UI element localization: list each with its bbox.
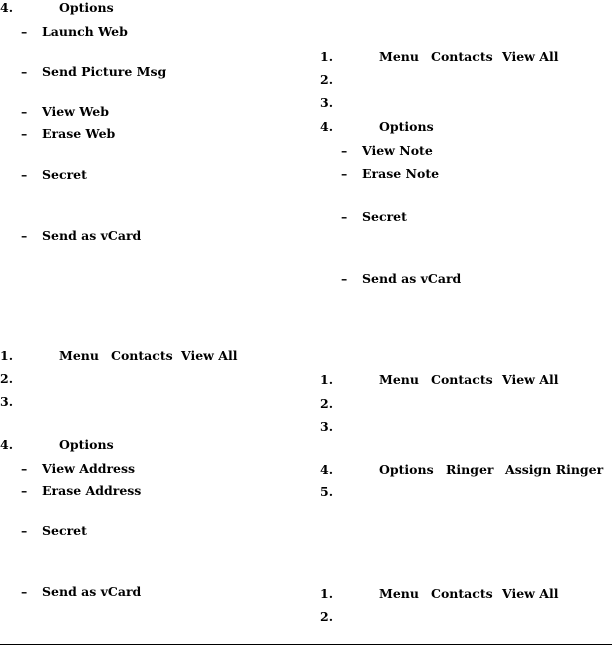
list-dash: – [21,523,28,538]
list-item: View Web [42,104,110,119]
step-number: 2. [320,72,334,87]
contacts-label: Contacts [431,49,493,64]
step-number: 5. [320,484,334,499]
step-number: 4. [320,119,334,134]
list-item: Launch Web [42,24,128,39]
list-dash: – [21,126,28,141]
list-item: Erase Note [362,166,440,181]
list-dash: – [21,104,28,119]
list-item: Send Picture Msg [42,64,167,79]
options-label: Options [59,0,114,15]
step-number: 4. [0,0,14,15]
list-dash: – [21,24,28,39]
step-number: 1. [0,348,14,363]
menu-label: Menu [379,49,419,64]
list-item: Send as vCard [42,228,142,243]
list-dash: – [21,167,28,182]
list-item: Send as vCard [362,271,462,286]
list-item: Secret [42,523,87,538]
assign-ringer-label: Assign Ringer [505,462,604,477]
contacts-label: Contacts [431,372,493,387]
list-dash: – [21,461,28,476]
list-item: Erase Web [42,126,116,141]
options-label: Options [379,119,434,134]
contacts-label: Contacts [111,348,173,363]
step-number: 2. [0,371,14,386]
contacts-label: Contacts [431,586,493,601]
footer-rule [0,644,612,645]
list-item: Secret [362,209,407,224]
list-item: Secret [42,167,87,182]
view-all-label: View All [502,586,559,601]
list-dash: – [21,64,28,79]
list-item: View Note [362,143,433,158]
menu-label: Menu [379,586,419,601]
options-label: Options [59,437,114,452]
view-all-label: View All [502,372,559,387]
list-item: Erase Address [42,483,142,498]
list-dash: – [21,584,28,599]
step-number: 2. [320,609,334,624]
options-label: Options [379,462,434,477]
ringer-label: Ringer [446,462,494,477]
step-number: 4. [320,462,334,477]
step-number: 1. [320,49,334,64]
step-number: 2. [320,396,334,411]
view-all-label: View All [502,49,559,64]
list-dash: – [21,483,28,498]
list-dash: – [341,271,348,286]
list-dash: – [341,166,348,181]
list-item: View Address [42,461,136,476]
list-item: Send as vCard [42,584,142,599]
step-number: 3. [320,95,334,110]
step-number: 1. [320,372,334,387]
step-number: 3. [320,419,334,434]
step-number: 1. [320,586,334,601]
list-dash: – [341,143,348,158]
menu-label: Menu [379,372,419,387]
step-number: 3. [0,394,14,409]
step-number: 4. [0,437,14,452]
view-all-label: View All [181,348,238,363]
menu-label: Menu [59,348,99,363]
list-dash: – [341,209,348,224]
list-dash: – [21,228,28,243]
